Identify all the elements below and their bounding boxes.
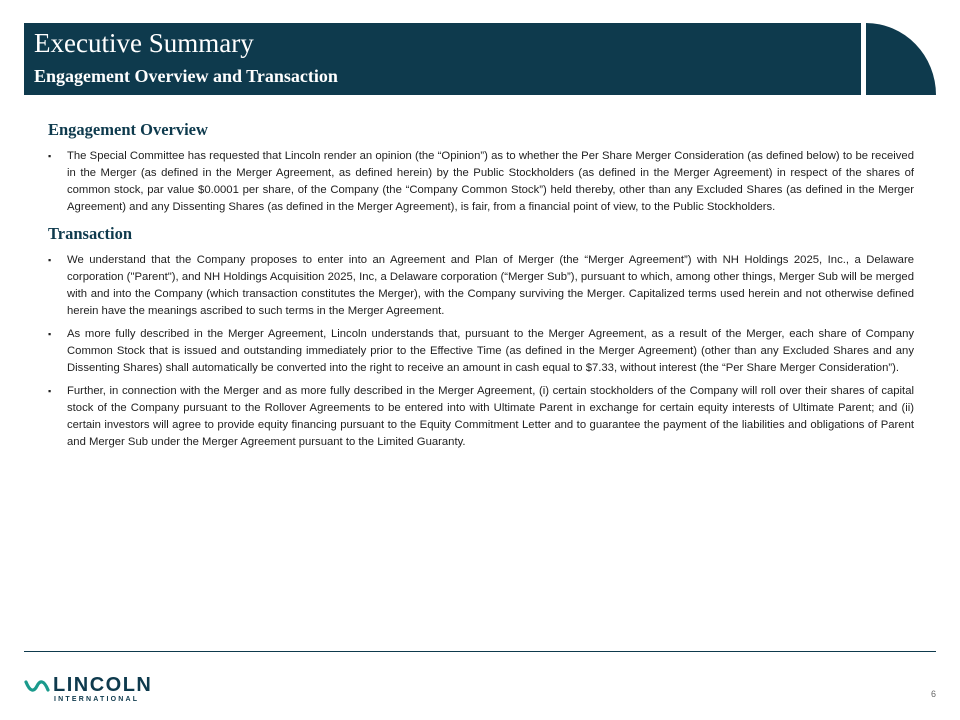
bullet-list — [48, 148, 914, 216]
list-item — [48, 383, 914, 451]
bullet-icon: ▪ — [48, 329, 52, 339]
main-content — [48, 120, 914, 457]
logo-subtitle: INTERNATIONAL — [54, 696, 140, 703]
page-title: Executive Summary — [34, 28, 254, 58]
section-heading: Transaction — [48, 224, 133, 243]
bullet-icon: ▪ — [48, 386, 52, 396]
page-subtitle: Engagement Overview and Transaction — [34, 66, 338, 86]
section-engagement-overview — [48, 120, 914, 216]
bullet-icon: ▪ — [48, 151, 52, 161]
bullet-text: As more fully described in the Merger Agreement, Lincoln understands that, pursuant to the Merger Agreement, as a result of the Merger, each share of Company Common Stock that is issued and outstanding immediately prior to the Effective Time (as defined in the Merger Agreement) (other than any Excluded Shares and any Dissenting Shares) shall automatically be converted into the right to receive an amount in cash equal to $7.33, without interest (the “Per Share Merger Consideration”). — [67, 328, 914, 374]
section-transaction — [48, 224, 914, 451]
bullet-list — [48, 252, 914, 451]
list-item — [48, 148, 914, 216]
list-item — [48, 326, 914, 377]
list-item — [48, 252, 914, 320]
bullet-icon: ▪ — [48, 255, 52, 265]
header-corner-decoration — [866, 23, 936, 95]
bullet-text: Further, in connection with the Merger and as more fully described in the Merger Agreement, (i) certain stockholders of the Company will roll over their shares of capital stock of the Company pursuant to the Rollover Agreements to be entered into with Ultimate Parent in exchange for certain equity interests of Ultimate Parent; and (ii) certain investors will agree to provide equity financing pursuant to the Equity Commitment Letter and to guarantee the payment of the liabilities and obligations of Parent and Merger Sub under the Merger Agreement pursuant to the Limited Guaranty. — [67, 385, 914, 448]
footer-divider — [24, 651, 936, 652]
section-heading: Engagement Overview — [48, 120, 208, 139]
logo-wordmark: LINCOLN — [53, 674, 153, 696]
company-logo — [24, 674, 174, 706]
header-bar — [24, 23, 861, 95]
page-number: 6 — [930, 689, 936, 699]
lincoln-wave-icon — [24, 678, 50, 694]
bullet-text: We understand that the Company proposes to enter into an Agreement and Plan of Merger (the “Merger Agreement”) with NH Holdings 2025, Inc., a Delaware corporation ("Parent"), and NH Holdings Acquisition 2025, Inc, a Delaware corporation (“Merger Sub”), pursuant to which, among other things, Merger Sub will be merged with and into the Company (which transaction constitutes the Merger), with the Company surviving the Merger. Capitalized terms used herein and not otherwise defined herein have the meanings ascribed to such terms in the Merger Agreement. — [67, 254, 914, 317]
bullet-text: The Special Committee has requested that Lincoln render an opinion (the “Opinion”) as to whether the Per Share Merger Consideration (as defined below) to be received in the Merger (as defined in the Merger Agreement, as defined herein) by the Public Stockholders (as defined in the Merger Agreement) in respect of the shares of common stock, par value $0.0001 per share, of the Company (the “Company Common Stock”) held thereby, other than any Excluded Shares (as defined in the Merger Agreement) and any Dissenting Shares (as defined in the Merger Agreement), is fair, from a financial point of view, to the Public Stockholders. — [67, 150, 914, 213]
